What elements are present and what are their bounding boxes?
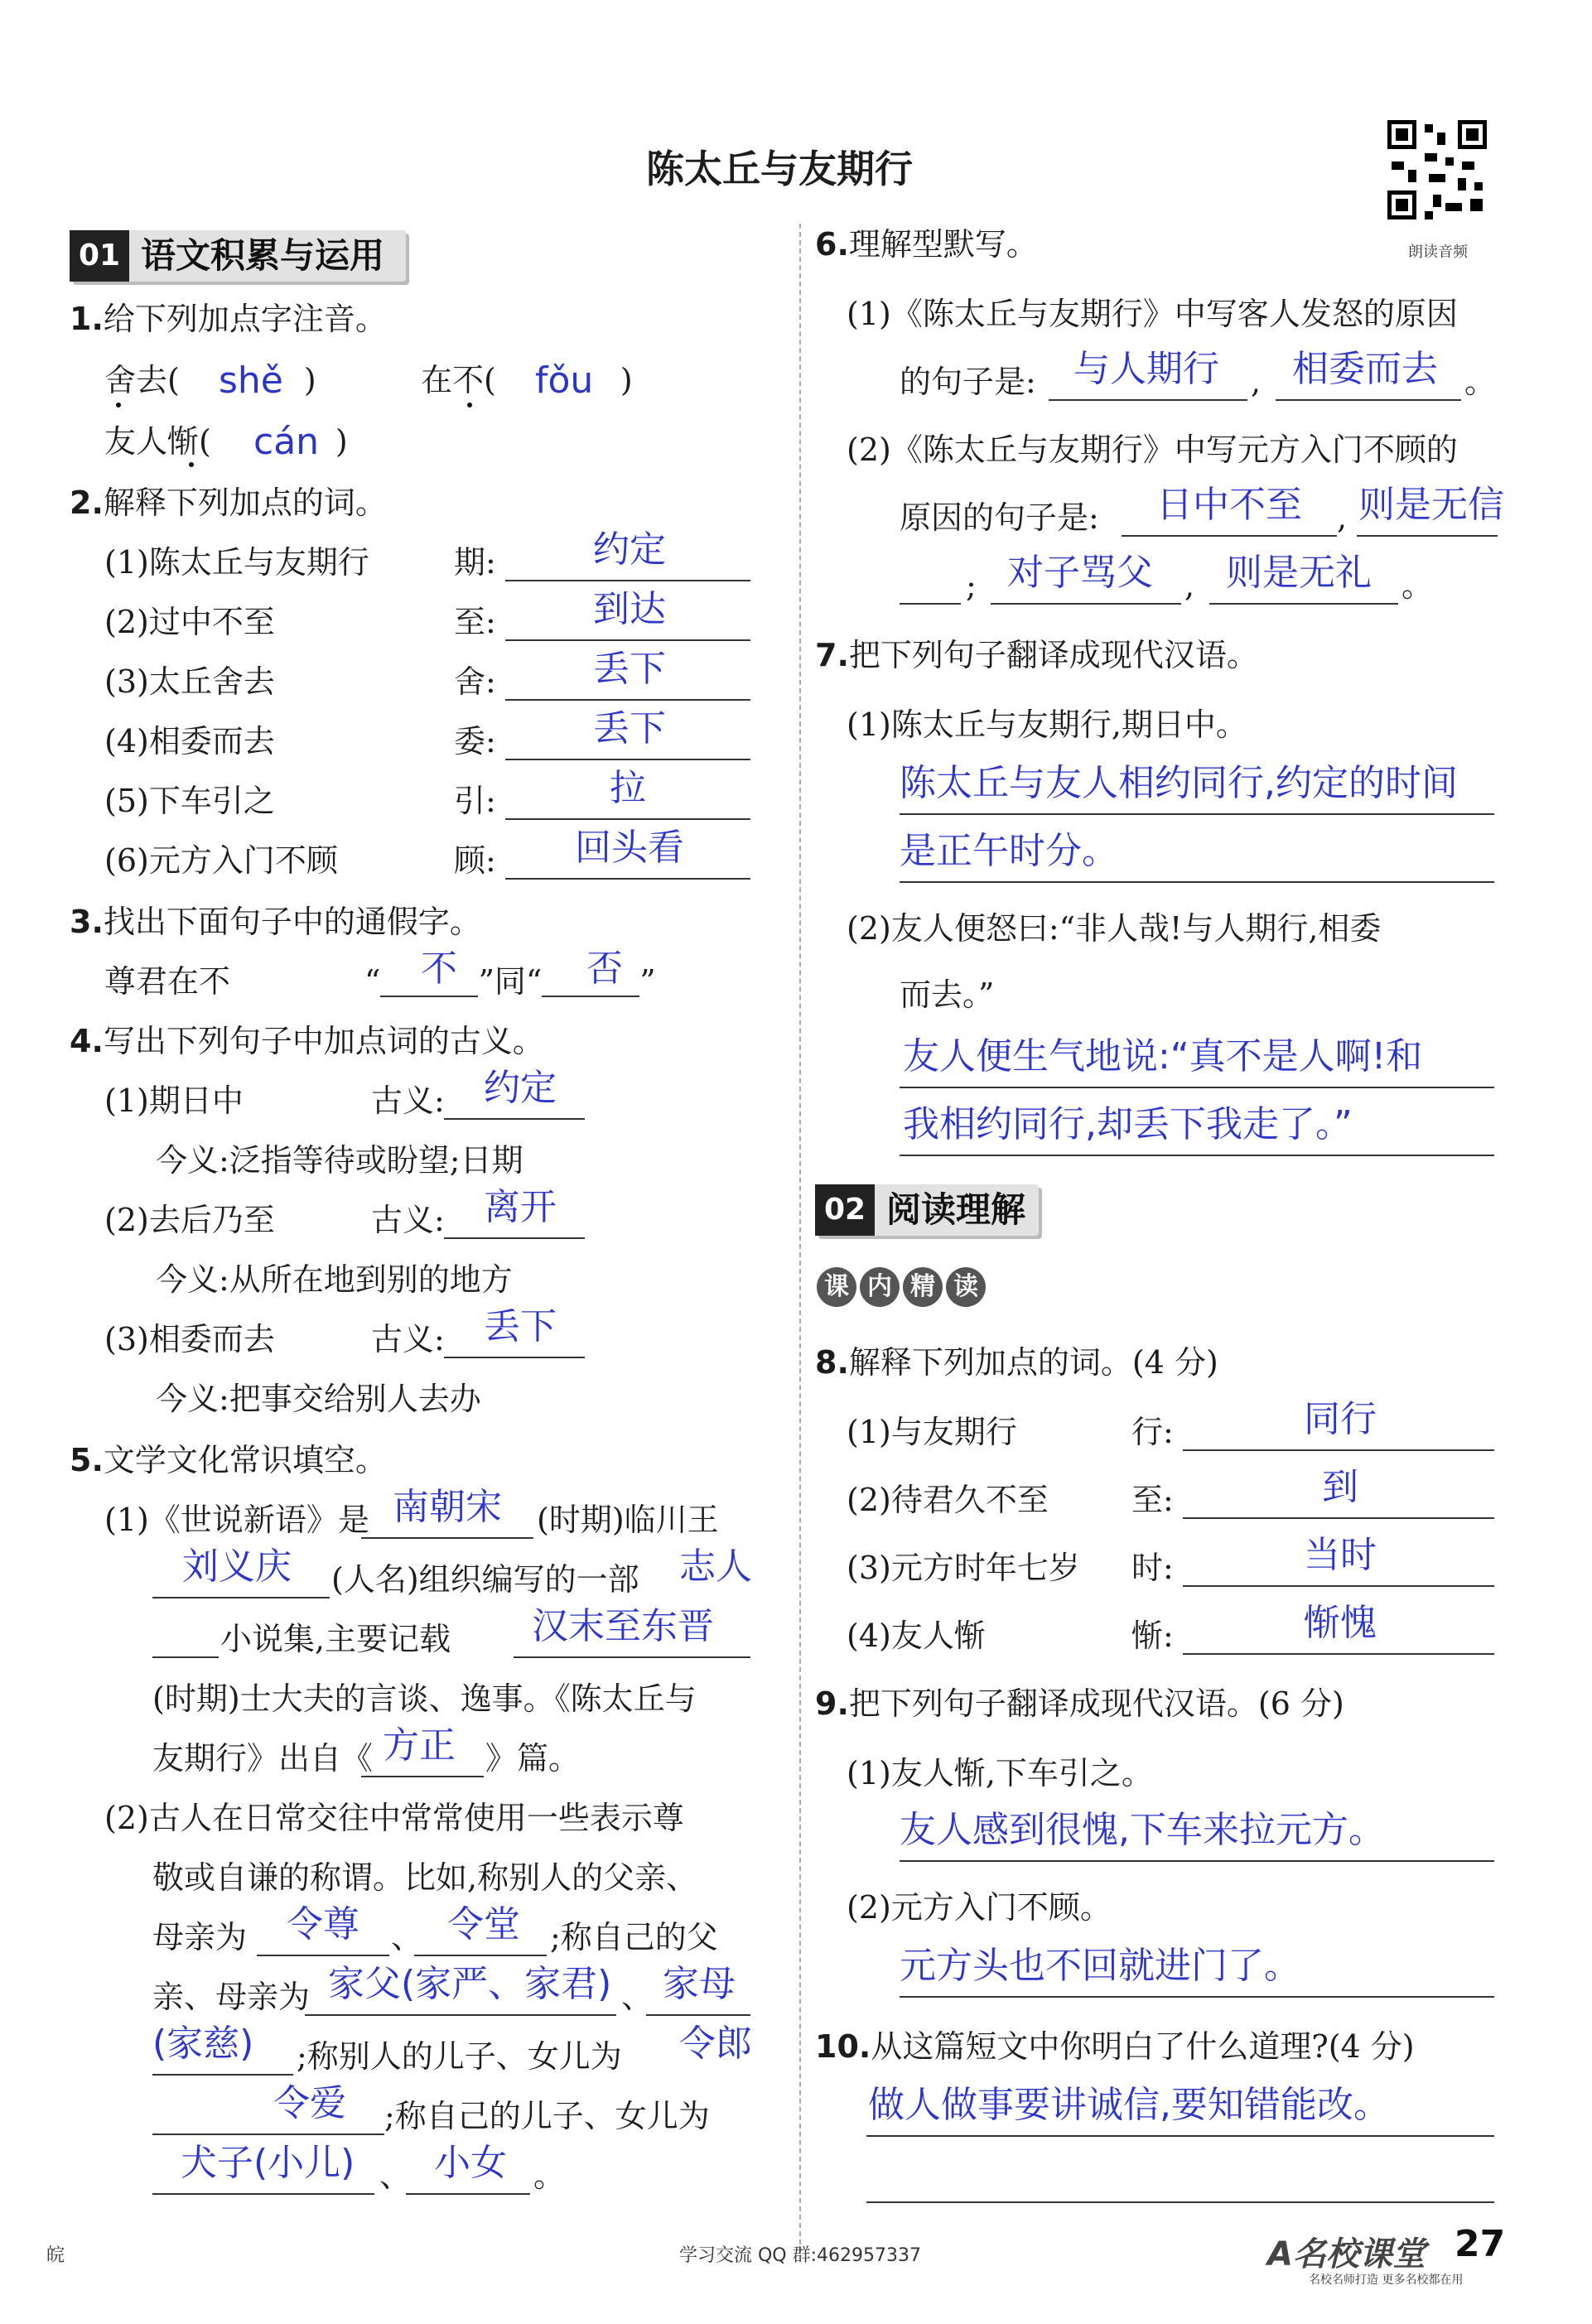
- q5-answer-type[interactable]: 志人: [679, 1545, 752, 1588]
- q8-answer-2[interactable]: 到: [1322, 1466, 1358, 1508]
- answer-line: [406, 2193, 530, 2195]
- answer-line: [900, 881, 1494, 883]
- answer-line: [361, 1776, 484, 1777]
- emphasis-dot: [189, 462, 194, 467]
- q7-answer-2-line2[interactable]: 我相约同行,却丢下我走了。”: [903, 1103, 1353, 1145]
- answer-line: [1183, 1653, 1494, 1655]
- q1-prompt: 1.给下列加点字注音。: [70, 301, 387, 337]
- q2-item-3: (3)太丘舍去: [104, 663, 275, 700]
- q6-answer-6[interactable]: 则是无礼: [1226, 552, 1372, 594]
- answer-line: [1122, 535, 1337, 537]
- answer-line: [514, 1656, 750, 1658]
- q5-text: 、: [391, 1919, 423, 1955]
- q2-key-6: 顾:: [454, 842, 496, 879]
- q6-answer-2[interactable]: 相委而去: [1292, 348, 1438, 390]
- answer-line: [505, 639, 750, 641]
- q4-gu-3: 古义:: [371, 1321, 445, 1357]
- q2-answer-5[interactable]: 拉: [610, 767, 646, 809]
- q5-answer-zunmu[interactable]: 令堂: [447, 1903, 520, 1946]
- answer-line: [866, 2201, 1494, 2203]
- answer-line: [1183, 1449, 1494, 1451]
- q4-answer-2[interactable]: 离开: [484, 1186, 557, 1228]
- q7-answer-2-line1[interactable]: 友人便生气地说:“真不是人啊!和: [903, 1035, 1423, 1078]
- q9-answer-1[interactable]: 友人感到很愧,下车来拉元方。: [900, 1809, 1385, 1851]
- q3-sentence: 尊君在不: [104, 963, 231, 1000]
- q5-text: 》篇。: [485, 1740, 581, 1777]
- q7-answer-1-line2[interactable]: 是正午时分。: [900, 830, 1118, 872]
- answer-line: [900, 1155, 1494, 1156]
- q4-gu-2: 古义:: [371, 1202, 445, 1238]
- q6-text: ,: [1184, 567, 1195, 604]
- q9-prompt: 9.把下列句子翻译成现代汉语。(6 分): [815, 1685, 1344, 1722]
- q5-answer-xiaonv[interactable]: 小女: [434, 2142, 507, 2184]
- answer-line: [866, 2135, 1494, 2137]
- q6-prompt: 6.理解型默写。: [815, 226, 1038, 263]
- q2-item-4: (4)相委而去: [104, 723, 275, 759]
- column-divider: [799, 224, 801, 2253]
- q5-prompt: 5.文学文化常识填空。: [70, 1442, 387, 1478]
- answer-line: [1276, 399, 1461, 401]
- answer-line: [152, 2134, 384, 2135]
- footer-region: 皖: [46, 2245, 65, 2266]
- answer-line: [505, 818, 750, 820]
- answer-line: [900, 603, 961, 605]
- footer-qq: 学习交流 QQ 群:462957337: [679, 2245, 922, 2266]
- q5-text: 友期行》出自《: [152, 1740, 374, 1777]
- q5-text: 敬或自谦的称谓。比如,称别人的父亲、: [152, 1859, 698, 1896]
- q4-item-2: (2)去后乃至: [104, 1202, 275, 1238]
- q8-answer-4[interactable]: 惭愧: [1304, 1602, 1377, 1644]
- page-title: 陈太丘与友期行: [646, 147, 913, 191]
- q8-key-2: 至:: [1131, 1482, 1174, 1518]
- q1-answer-2[interactable]: fǒu: [535, 359, 594, 402]
- q9-sentence-2: (2)元方入门不顾。: [847, 1889, 1112, 1926]
- q2-key-1: 期:: [454, 544, 496, 581]
- q5-answer-zunfu[interactable]: 令尊: [287, 1903, 359, 1946]
- q8-item-2: (2)待君久不至: [847, 1482, 1049, 1518]
- q6-text: (2)《陈太丘与友期行》中写元方入门不顾的: [847, 432, 1458, 468]
- brand-subtitle: 名校名师打造 更多名校都在用: [1309, 2273, 1464, 2287]
- q2-answer-6[interactable]: 回头看: [575, 827, 684, 869]
- q7-prompt: 7.把下列句子翻译成现代汉语。: [815, 637, 1258, 673]
- section-number: 02: [815, 1184, 875, 1236]
- q4-answer-3[interactable]: 丢下: [484, 1305, 557, 1348]
- q6-answer-5[interactable]: 对子骂父: [1007, 552, 1153, 594]
- q2-answer-3[interactable]: 丢下: [593, 648, 666, 690]
- q5-text: ;称别人的儿子、女儿为: [297, 2038, 622, 2075]
- answer-line: [505, 878, 750, 880]
- q3-answer-1[interactable]: 不: [421, 947, 457, 990]
- section-title: 阅读理解: [886, 1189, 1026, 1230]
- q10-answer[interactable]: 做人做事要讲诚信,要知错能改。: [868, 2084, 1390, 2126]
- q8-item-3: (3)元方时年七岁: [847, 1550, 1080, 1586]
- chip: 课: [817, 1267, 856, 1307]
- answer-line: [900, 1860, 1494, 1862]
- q5-text: (2)古人在日常交往中常常使用一些表示尊: [104, 1800, 684, 1836]
- q5-text: ;称自己的父: [550, 1919, 718, 1955]
- q5-text: (时期)临川王: [537, 1502, 719, 1538]
- q6-text: (1)《陈太丘与友期行》中写客人发怒的原因: [847, 296, 1458, 332]
- q3-answer-2[interactable]: 否: [586, 947, 623, 990]
- q6-answer-1[interactable]: 与人期行: [1073, 348, 1219, 390]
- q9-sentence-1: (1)友人惭,下车引之。: [847, 1755, 1153, 1791]
- q8-key-4: 惭:: [1131, 1618, 1174, 1654]
- q2-key-4: 委:: [454, 723, 496, 759]
- q6-text: ;: [966, 567, 977, 604]
- q5-answer-jiamu[interactable]: 家母: [663, 1963, 736, 2005]
- page-number: 27: [1455, 2223, 1506, 2265]
- q5-text: 亲、母亲为: [152, 1979, 311, 2015]
- section-header-01: [70, 230, 406, 282]
- brand-logo: A名校课堂: [1267, 2235, 1426, 2273]
- q2-key-2: 至:: [454, 604, 496, 640]
- emphasis-dot: [467, 403, 472, 407]
- q2-item-2: (2)过中不至: [104, 604, 275, 640]
- subsection-chips: [817, 1267, 989, 1307]
- q5-text: (时期)士大夫的言谈、逸事。《陈太丘与: [152, 1680, 697, 1717]
- answer-line: [1209, 603, 1398, 605]
- q1-item-1: 舍去( ): [104, 362, 316, 398]
- answer-line: [305, 2014, 616, 2016]
- answer-line: [1183, 1585, 1494, 1587]
- q8-item-4: (4)友人惭: [847, 1618, 986, 1654]
- answer-line: [646, 2014, 750, 2016]
- q6-text: 。: [1401, 567, 1434, 604]
- q4-jin-3: 今义:把事交给别人去办: [156, 1381, 481, 1417]
- qr-code-icon[interactable]: [1383, 116, 1491, 224]
- q5-text: 、: [379, 2158, 412, 2194]
- q2-answer-2[interactable]: 到达: [593, 588, 666, 630]
- q1-answer-1[interactable]: shě: [219, 359, 283, 402]
- answer-line: [1183, 1517, 1494, 1519]
- q4-answer-1[interactable]: 约定: [484, 1067, 557, 1109]
- answer-line: [1049, 399, 1247, 401]
- answer-line: [900, 1087, 1494, 1088]
- q2-prompt: 2.解释下列加点的词。: [70, 485, 387, 521]
- q2-answer-4[interactable]: 丢下: [593, 707, 666, 750]
- q2-item-5: (5)下车引之: [104, 783, 275, 819]
- chip: 读: [946, 1267, 986, 1307]
- q5-text: (人名)组织编写的一部: [331, 1561, 639, 1598]
- q6-answer-3[interactable]: 日中不至: [1156, 484, 1302, 526]
- q4-item-1: (1)期日中: [104, 1082, 244, 1119]
- q3-blanks: “ ”同“ ”: [364, 963, 656, 1000]
- q5-text: 、: [621, 1979, 654, 2015]
- q6-text: ,: [1251, 364, 1262, 400]
- qr-caption: 朗读音频: [1408, 243, 1468, 261]
- q2-key-3: 舍:: [454, 663, 496, 700]
- q5-answer-jiaci[interactable]: (家慈): [152, 2023, 254, 2065]
- q3-prompt: 3.找出下面句子中的通假字。: [70, 904, 481, 940]
- q4-jin-1: 今义:泛指等待或盼望;日期: [156, 1142, 523, 1179]
- answer-line: [505, 580, 750, 581]
- q7-answer-1-line1[interactable]: 陈太丘与友人相约同行,约定的时间: [900, 762, 1458, 804]
- q6-text: ,: [1337, 499, 1348, 536]
- q6-answer-4[interactable]: 则是无信: [1358, 484, 1504, 526]
- q6-text: 的句子是:: [900, 364, 1036, 400]
- section-title: 语文积累与运用: [141, 235, 385, 276]
- q5-answer-chapter[interactable]: 方正: [383, 1724, 456, 1767]
- answer-line: [1357, 535, 1498, 537]
- q5-answer-era[interactable]: 汉末至东晋: [532, 1605, 714, 1647]
- q5-answer-period[interactable]: 南朝宋: [393, 1486, 502, 1528]
- q2-item-1: (1)陈太丘与友期行: [104, 544, 369, 581]
- q5-answer-quanzi[interactable]: 犬子(小儿): [181, 2142, 355, 2184]
- q1-answer-3[interactable]: cán: [253, 421, 320, 463]
- q5-text: ;称自己的儿子、女儿为: [384, 2098, 710, 2134]
- q5-answer-jiafu[interactable]: 家父(家严、家君): [328, 1963, 612, 2005]
- answer-line: [257, 1955, 389, 1956]
- answer-line: [991, 603, 1181, 605]
- q5-text: 母亲为: [152, 1919, 248, 1955]
- answer-line: [444, 1118, 585, 1120]
- q2-answer-1[interactable]: 约定: [593, 528, 666, 571]
- q4-item-3: (3)相委而去: [104, 1321, 275, 1357]
- q2-item-6: (6)元方入门不顾: [104, 842, 338, 879]
- q2-key-5: 引:: [454, 783, 496, 819]
- q8-answer-3[interactable]: 当时: [1304, 1534, 1377, 1576]
- answer-line: [152, 2074, 293, 2076]
- answer-line: [361, 1537, 533, 1539]
- section-number: 01: [70, 230, 129, 282]
- q8-prompt: 8.解释下列加点的词。(4 分): [815, 1344, 1218, 1381]
- chip: 内: [860, 1267, 900, 1307]
- answer-line: [444, 1237, 585, 1239]
- q7-sentence-1: (1)陈太丘与友期行,期日中。: [847, 706, 1247, 743]
- q6-text: 原因的句子是:: [900, 499, 1099, 536]
- q9-answer-2[interactable]: 元方头也不回就进门了。: [900, 1945, 1300, 1987]
- q5-answer-person[interactable]: 刘义庆: [182, 1545, 292, 1588]
- q7-sentence-2: (2)友人便怒曰:“非人哉!与人期行,相委: [847, 910, 1382, 947]
- q8-key-1: 行:: [1131, 1414, 1174, 1450]
- q10-prompt: 10.从这篇短文中你明白了什么道理?(4 分): [815, 2028, 1415, 2065]
- answer-line: [505, 699, 750, 701]
- q6-text: 。: [1464, 364, 1497, 400]
- answer-line: [414, 1955, 547, 1956]
- q1-item-2: 在不( ): [421, 362, 633, 398]
- answer-line: [152, 2193, 374, 2195]
- q5-text: 小说集,主要记载: [220, 1621, 451, 1657]
- section-header-02: [815, 1184, 1039, 1236]
- answer-line: [152, 1656, 219, 1658]
- answer-line: [900, 813, 1494, 815]
- q5-answer-lingai[interactable]: 令爱: [273, 2082, 346, 2124]
- answer-line: [505, 759, 750, 760]
- chip: 精: [903, 1267, 943, 1307]
- q7-sentence-2: 而去。”: [900, 976, 995, 1013]
- q8-item-1: (1)与友期行: [847, 1414, 1017, 1450]
- q8-key-3: 时:: [1131, 1550, 1174, 1586]
- q1-item-3: 友人惭( ): [104, 423, 348, 460]
- answer-line: [444, 1357, 585, 1358]
- q4-jin-2: 今义:从所在地到别的地方: [156, 1261, 513, 1298]
- q8-answer-1[interactable]: 同行: [1304, 1398, 1377, 1440]
- q5-text: 。: [533, 2158, 566, 2194]
- q4-gu-1: 古义:: [371, 1082, 445, 1119]
- answer-line: [900, 1996, 1494, 1998]
- q5-answer-linglang[interactable]: 令郎: [679, 2023, 752, 2065]
- q4-prompt: 4.写出下列句子中加点词的古义。: [70, 1023, 544, 1059]
- q5-text: (1)《世说新语》是: [104, 1502, 369, 1538]
- answer-line: [152, 1597, 330, 1598]
- emphasis-dot: [116, 403, 121, 407]
